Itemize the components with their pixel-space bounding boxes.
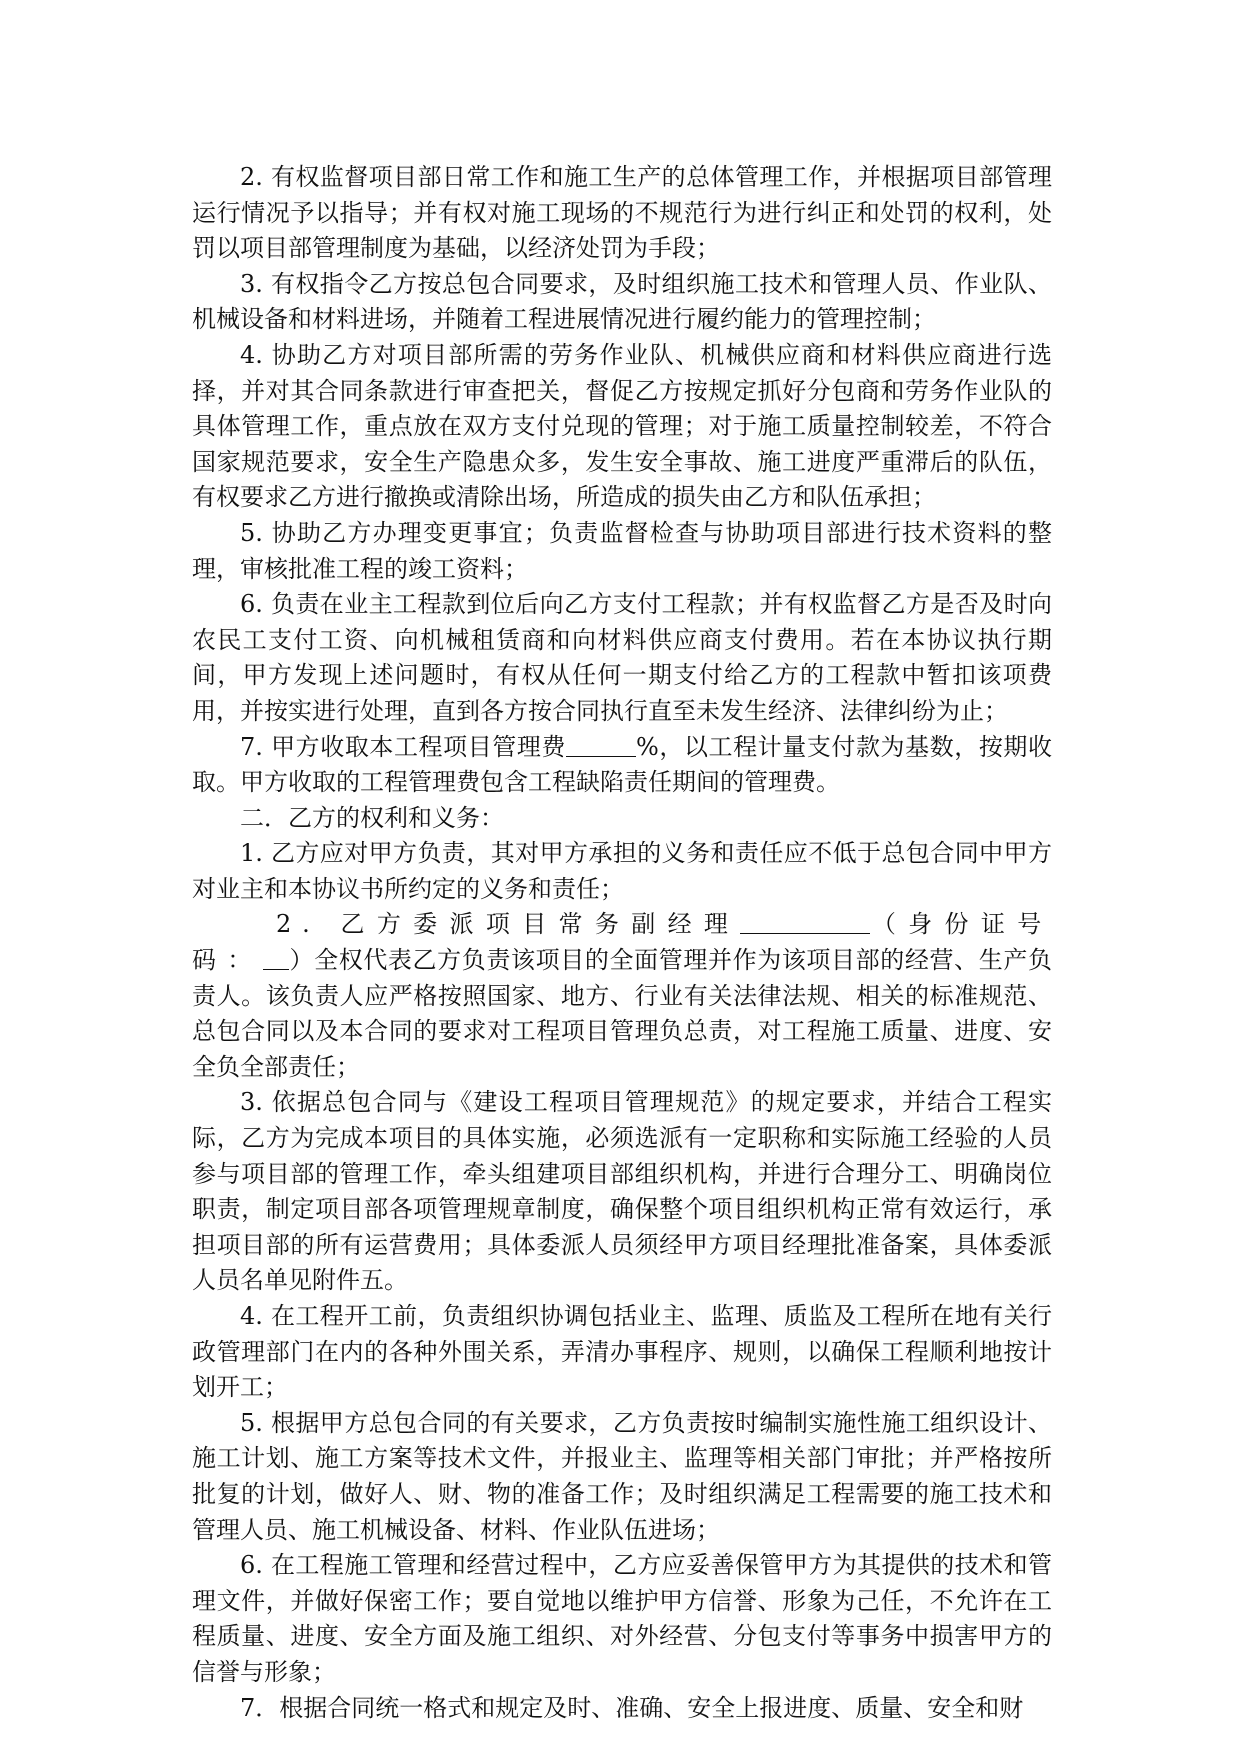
party-a-item-5: 5. 协助乙方办理变更事宜；负责监督检查与协助项目部进行技术资料的整理，审核批准工程的竣工资料； [192, 518, 1052, 583]
party-a-item-2: 2. 有权监督项目部日常工作和施工生产的总体管理工作，并根据项目部管理运行情况予以指导；并有权对施工现场的不规范行为进行纠正和处罚的权利，处罚以项目部管理制度为基础，以经济处罚为手段； [192, 163, 1052, 263]
party-b-item-3: 3. 依据总包合同与《建设工程项目管理规范》的规定要求，并结合工程实际，乙方为完成本项目的具体实施，必须选派有一定职称和实际施工经验的人员参与项目部的管理工作，牵头组建项目部组织机构，并进行合理分工、明确岗位职责，制定项目部各项管理规章制度，确保整个项目组织机构正常有效运行，承担项目部的所有运营费用；具体委派人员须经甲方项目经理批准备案，具体委派人员名单见附件五。 [192, 1088, 1052, 1295]
party-a-item-7 [192, 730, 1052, 801]
management-fee-blank[interactable] [566, 730, 636, 757]
item-2-id-label: （身份证号码： [192, 910, 1053, 975]
party-a-item-3: 3. 有权指令乙方按总包合同要求，及时组织施工技术和管理人员、作业队、机械设备和材料进场，并随着工程进展情况进行履约能力的管理控制； [192, 269, 1052, 334]
id-number-blank[interactable] [263, 943, 289, 970]
item-2-text-start: 2. 乙方委派项目常务副经理 [276, 910, 741, 939]
party-b-heading: 二．乙方的权利和义务： [240, 803, 504, 832]
party-b-item-2 [192, 907, 1052, 1085]
party-a-item-4: 4. 协助乙方对项目部所需的劳务作业队、机械供应商和材料供应商进行选择，并对其合同条款进行审查把关，督促乙方按规定抓好分包商和劳务作业队的具体管理工作，重点放在双方支付兑现的管理；对于施工质量控制较差，不符合国家规范要求，安全生产隐患众多，发生安全事故、施工进度严重滞后的队伍，有权要求乙方进行撤换或清除出场，所造成的损失由乙方和队伍承担； [192, 340, 1052, 512]
party-b-item-6: 6. 在工程施工管理和经营过程中，乙方应妥善保管甲方为其提供的技术和管理文件，并做好保密工作；要自觉地以维护甲方信誉、形象为己任，不允许在工程质量、进度、安全方面及施工组织、对外经营、分包支付等事务中损害甲方的信誉与形象； [192, 1551, 1052, 1686]
document-body [192, 160, 1052, 1726]
party-b-item-1: 1. 乙方应对甲方负责，其对甲方承担的义务和责任应不低于总包合同中甲方对业主和本协议书所约定的义务和责任； [192, 839, 1052, 903]
party-a-item-6: 6. 负责在业主工程款到位后向乙方支付工程款；并有权监督乙方是否及时向农民工支付工资、向机械租赁商和向材料供应商支付费用。若在本协议执行期间，甲方发现上述问题时，有权从任何一期支付给乙方的工程款中暂扣该项费用，并按实进行处理，直到各方按合同执行直至未发生经济、法律纠纷为止； [192, 590, 1052, 725]
party-b-item-7: 7．根据合同统一格式和规定及时、准确、安全上报进度、质量、安全和财 [240, 1693, 1024, 1722]
party-b-item-4: 4. 在工程开工前，负责组织协调包括业主、监理、质监及工程所在地有关行政管理部门在内的各种外围关系，弄清办事程序、规则，以确保工程顺利地按计划开工； [192, 1302, 1052, 1402]
party-b-item-5: 5. 根据甲方总包合同的有关要求，乙方负责按时编制实施性施工组织设计、施工计划、施工方案等技术文件，并报业主、监理等相关部门审批；并严格按所批复的计划，做好人、财、物的准备工作；及时组织满足工程需要的施工技术和管理人员、施工机械设备、材料、作业队伍进场； [192, 1408, 1052, 1544]
item-7-text-end: %，以工程计量支付款为基数，按期收取。甲方收取的工程管理费包含工程缺陷责任期间的管理费。 [192, 732, 1052, 797]
item-7-text-start: 7. 甲方收取本工程项目管理费 [240, 732, 566, 761]
deputy-manager-name-blank[interactable] [740, 907, 870, 934]
item-2-text-end: ）全权代表乙方负责该项目的全面管理并作为该项目部的经营、生产负责人。该负责人应严格按照国家、地方、行业有关法律法规、相关的标准规范、总包合同以及本合同的要求对工程项目管理负总责，对工程施工质量、进度、安全负全部责任； [192, 946, 1052, 1081]
